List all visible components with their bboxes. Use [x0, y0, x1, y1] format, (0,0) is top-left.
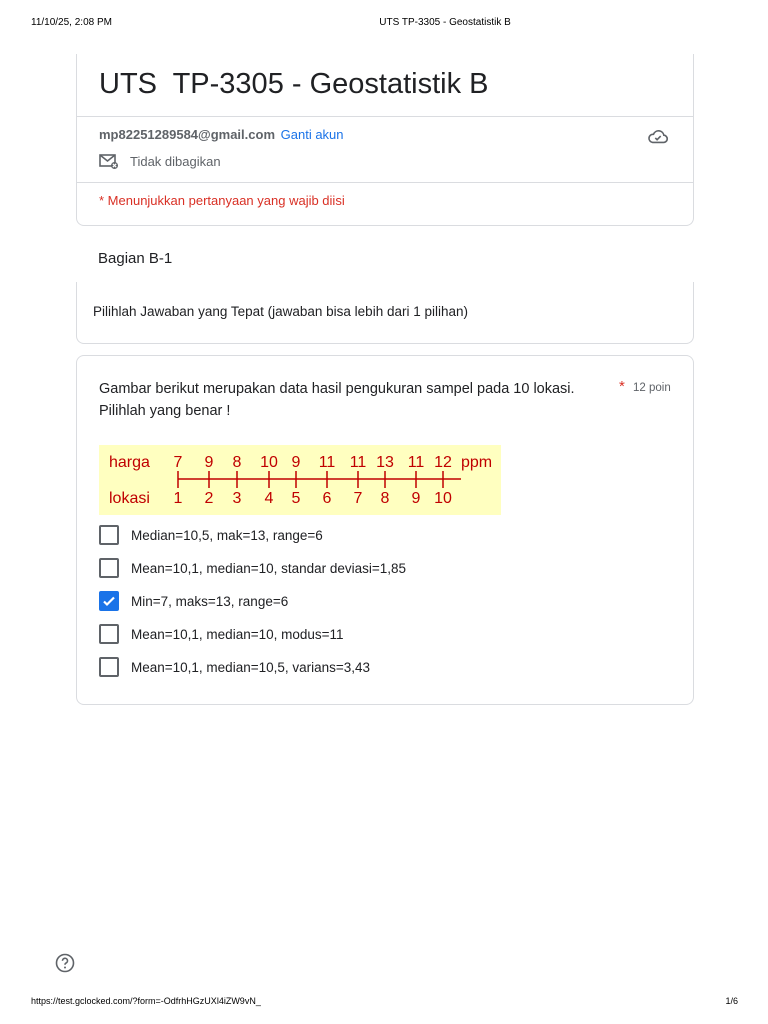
lokasi-value: 9: [411, 490, 421, 507]
section-description: Pilihlah Jawaban yang Tepat (jawaban bisa lebih dari 1 pilihan): [93, 304, 468, 319]
lokasi-value: 2: [204, 490, 214, 507]
not-shared-label: Tidak dibagikan: [130, 153, 221, 169]
harga-value: 11: [349, 454, 367, 471]
lokasi-value: 4: [264, 490, 274, 507]
harga-label: harga: [109, 454, 150, 471]
account-info: [99, 127, 344, 142]
option-label: Median=10,5, mak=13, range=6: [131, 527, 323, 543]
question-text-line-1: Gambar berikut merupakan data hasil pengukuran sampel pada 10 lokasi.: [99, 381, 575, 397]
print-header: [0, 17, 768, 31]
lokasi-label: lokasi: [109, 490, 150, 507]
account-email: mp82251289584@gmail.com: [99, 127, 276, 142]
lokasi-value: 5: [291, 490, 301, 507]
print-page-number: 1/6: [725, 996, 738, 1006]
checkbox[interactable]: [99, 558, 119, 578]
harga-value: 9: [204, 454, 214, 471]
checkbox[interactable]: [99, 624, 119, 644]
harga-value: 11: [318, 454, 336, 471]
harga-value: 10: [260, 454, 278, 471]
section-title: Bagian B-1: [98, 250, 173, 267]
lokasi-value: 3: [232, 490, 242, 507]
harga-value: 11: [407, 454, 425, 471]
lokasi-value: 1: [173, 490, 183, 507]
lokasi-value: 10: [434, 490, 452, 507]
not-shared-row: [99, 153, 221, 169]
question-text: [99, 378, 619, 422]
harga-value: 13: [376, 454, 394, 471]
switch-account-link[interactable]: Ganti akun: [280, 127, 344, 142]
harga-value: 8: [232, 454, 242, 471]
option-label: Mean=10,1, median=10, modus=11: [131, 626, 344, 642]
option-item[interactable]: [99, 622, 599, 646]
lokasi-value: 8: [380, 490, 390, 507]
question-card: [76, 355, 694, 705]
option-item[interactable]: [99, 589, 599, 613]
checkbox[interactable]: [99, 657, 119, 677]
required-note: * Menunjukkan pertanyaan yang wajib diisi: [99, 193, 345, 208]
check-icon: [101, 593, 117, 609]
option-label: Mean=10,1, median=10,5, varians=3,43: [131, 659, 371, 675]
unit-label: ppm: [461, 454, 493, 471]
required-asterisk: *: [619, 378, 625, 395]
print-url: https://test.gclocked.com/?form=-OdfrhHGzUXl4iZW9vN_: [31, 996, 261, 1006]
checkbox[interactable]: [99, 525, 119, 545]
section-description-card: [76, 282, 694, 344]
harga-value: 9: [291, 454, 301, 471]
option-item[interactable]: [99, 523, 599, 547]
harga-value: 12: [434, 454, 452, 471]
lokasi-value: 7: [353, 490, 363, 507]
sample-data-diagram: [99, 445, 501, 515]
option-item[interactable]: [99, 655, 599, 679]
print-title: UTS TP-3305 - Geostatistik B: [379, 17, 511, 28]
print-datetime: 11/10/25, 2:08 PM: [31, 17, 112, 28]
checkbox-checked[interactable]: [99, 591, 119, 611]
form-header-card: [76, 54, 694, 226]
question-text-line-2: Pilihlah yang benar !: [99, 403, 231, 419]
print-footer: [0, 996, 768, 1010]
help-circle-icon[interactable]: [55, 953, 75, 973]
option-label: Mean=10,1, median=10, standar deviasi=1,85: [131, 560, 407, 576]
option-label: Min=7, maks=13, range=6: [131, 593, 289, 609]
header-divider: [77, 116, 693, 117]
mail-not-shared-icon: [99, 153, 119, 169]
header-divider-2: [77, 182, 693, 183]
cloud-saved-icon[interactable]: [647, 128, 669, 146]
lokasi-value: 6: [322, 490, 332, 507]
question-image: [99, 445, 501, 515]
option-item[interactable]: [99, 556, 599, 580]
form-title: UTS TP-3305 - Geostatistik B: [99, 68, 489, 100]
question-points: 12 poin: [633, 382, 671, 394]
harga-value: 7: [173, 454, 183, 471]
